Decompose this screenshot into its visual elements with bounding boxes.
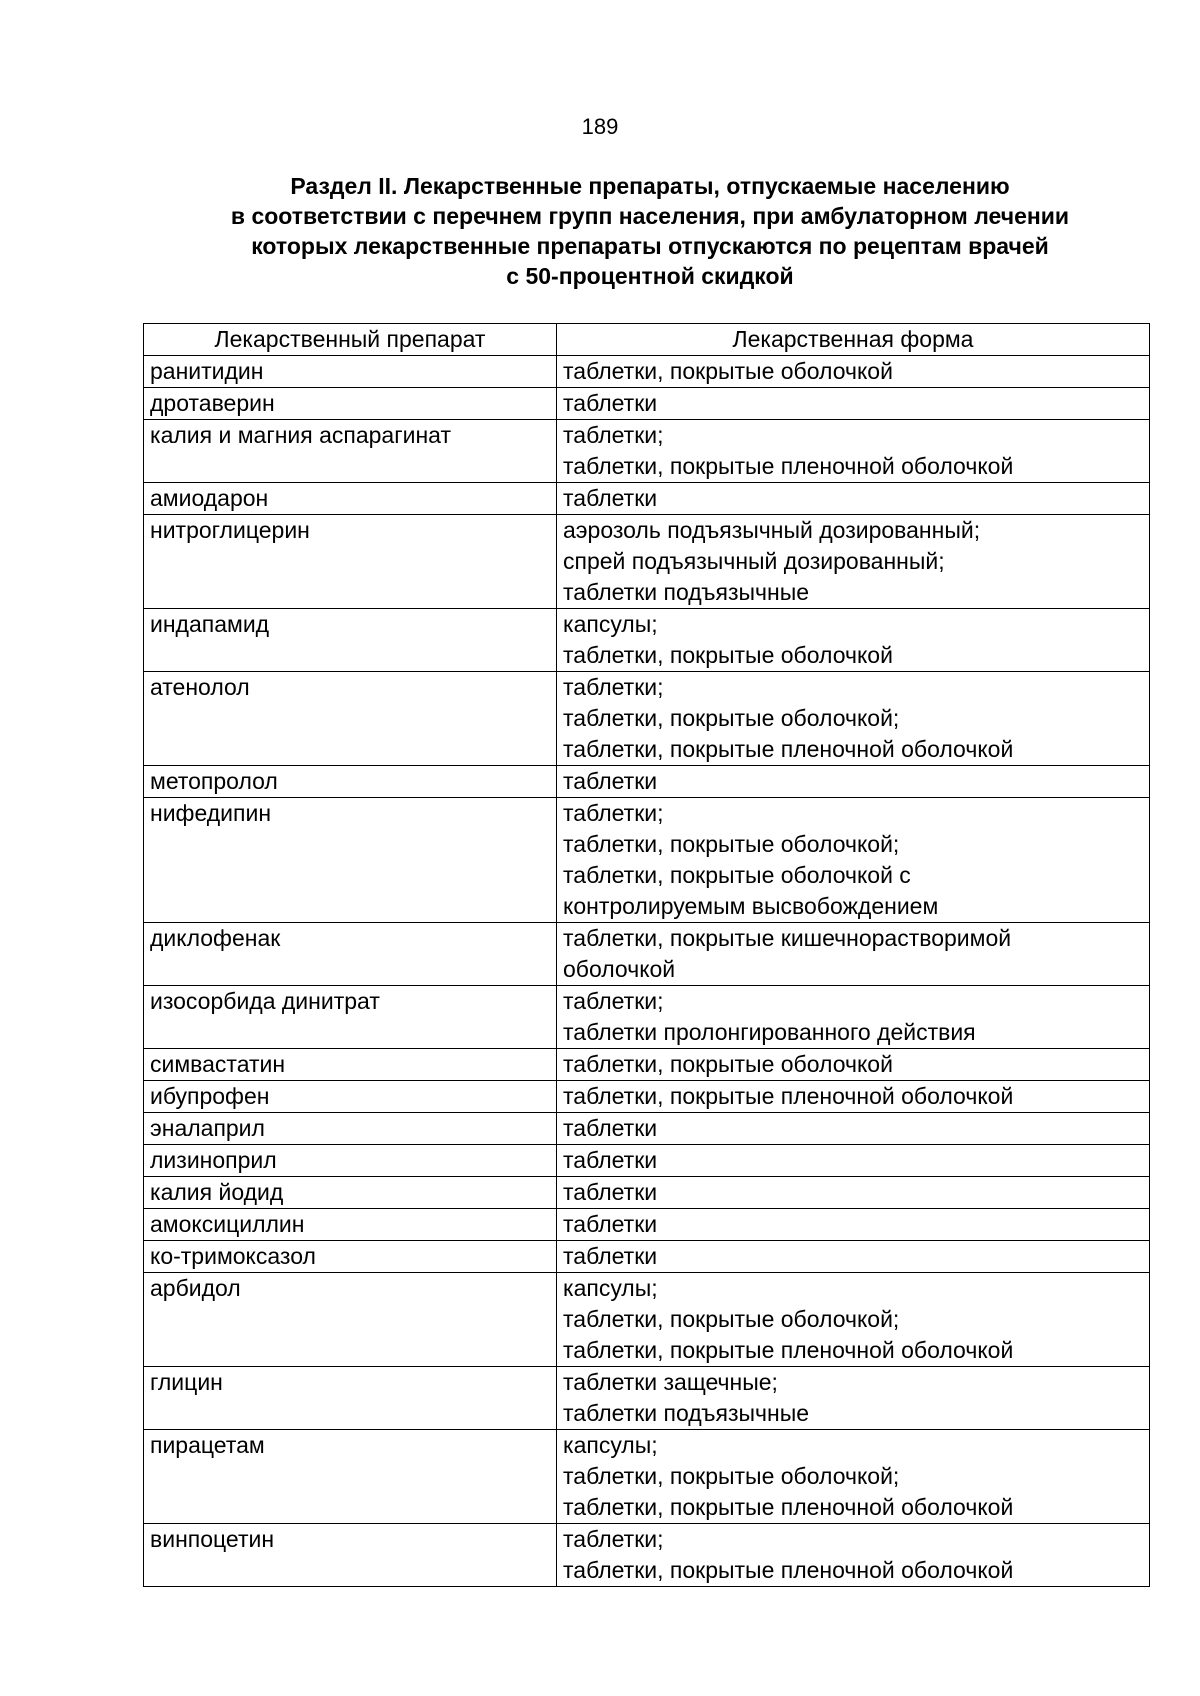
drug-cell: амоксициллин: [144, 1209, 557, 1241]
form-cell: таблетки: [557, 1209, 1150, 1241]
table-row: [144, 672, 1150, 766]
drug-cell: лизиноприл: [144, 1145, 557, 1177]
form-cell: таблетки: [557, 1113, 1150, 1145]
section-title-line: в соответствии с перечнем групп населения, при амбулаторном лечении: [230, 203, 1070, 229]
section-title-line: которых лекарственные препараты отпускаются по рецептам врачей: [251, 233, 1049, 259]
table-row: [144, 515, 1150, 609]
form-cell: таблетки, покрытые оболочкой: [557, 356, 1150, 388]
drug-cell: винпоцетин: [144, 1524, 557, 1587]
header-form: Лекарственная форма: [557, 324, 1150, 356]
table-header-row: [144, 324, 1150, 356]
table-row: [144, 1273, 1150, 1367]
table-row: [144, 798, 1150, 923]
drug-cell: ибупрофен: [144, 1081, 557, 1113]
drug-cell: симвастатин: [144, 1049, 557, 1081]
form-cell: таблетки; таблетки, покрытые пленочной оболочкой: [557, 1524, 1150, 1587]
table-row: [144, 1430, 1150, 1524]
table-row: [144, 766, 1150, 798]
form-cell: капсулы; таблетки, покрытые оболочкой; таблетки, покрытые пленочной оболочкой: [557, 1430, 1150, 1524]
form-cell: таблетки, покрытые кишечнорастворимой оболочкой: [557, 923, 1150, 986]
drug-cell: пирацетам: [144, 1430, 557, 1524]
drug-cell: калия и магния аспарагинат: [144, 420, 557, 483]
form-cell: таблетки: [557, 388, 1150, 420]
drug-cell: атенолол: [144, 672, 557, 766]
form-cell: капсулы; таблетки, покрытые оболочкой; таблетки, покрытые пленочной оболочкой: [557, 1273, 1150, 1367]
drug-cell: нифедипин: [144, 798, 557, 923]
drug-table: [143, 323, 1150, 1587]
table-row: [144, 1241, 1150, 1273]
form-cell: таблетки: [557, 1177, 1150, 1209]
form-cell: таблетки; таблетки, покрытые оболочкой; таблетки, покрытые пленочной оболочкой: [557, 672, 1150, 766]
form-cell: таблетки; таблетки, покрытые пленочной оболочкой: [557, 420, 1150, 483]
table-row: [144, 483, 1150, 515]
section-title-line: с 50-процентной скидкой: [506, 263, 794, 289]
table-row: [144, 1113, 1150, 1145]
table-row: [144, 986, 1150, 1049]
drug-cell: калия йодид: [144, 1177, 557, 1209]
drug-cell: индапамид: [144, 609, 557, 672]
form-cell: таблетки; таблетки, покрытые оболочкой; таблетки, покрытые оболочкой с контролируемым высвобождением: [557, 798, 1150, 923]
form-cell: таблетки защечные; таблетки подъязычные: [557, 1367, 1150, 1430]
drug-cell: эналаприл: [144, 1113, 557, 1145]
form-cell: таблетки: [557, 766, 1150, 798]
drug-cell: арбидол: [144, 1273, 557, 1367]
drug-cell: амиодарон: [144, 483, 557, 515]
page-number: 189: [581, 114, 619, 139]
table-row: [144, 1081, 1150, 1113]
table-row: [144, 609, 1150, 672]
drug-cell: метопролол: [144, 766, 557, 798]
form-cell: таблетки; таблетки пролонгированного действия: [557, 986, 1150, 1049]
table-row: [144, 1145, 1150, 1177]
drug-cell: дротаверин: [144, 388, 557, 420]
table-row: [144, 356, 1150, 388]
form-cell: таблетки, покрытые пленочной оболочкой: [557, 1081, 1150, 1113]
table-row: [144, 1177, 1150, 1209]
form-cell: таблетки, покрытые оболочкой: [557, 1049, 1150, 1081]
header-drug: Лекарственный препарат: [144, 324, 557, 356]
section-title: [140, 171, 1160, 291]
form-cell: капсулы; таблетки, покрытые оболочкой: [557, 609, 1150, 672]
form-cell: таблетки: [557, 483, 1150, 515]
drug-cell: нитроглицерин: [144, 515, 557, 609]
drug-cell: изосорбида динитрат: [144, 986, 557, 1049]
table-row: [144, 388, 1150, 420]
drug-cell: глицин: [144, 1367, 557, 1430]
drug-cell: ко-тримоксазол: [144, 1241, 557, 1273]
form-cell: аэрозоль подъязычный дозированный; спрей подъязычный дозированный; таблетки подъязычные: [557, 515, 1150, 609]
table-row: [144, 1209, 1150, 1241]
form-cell: таблетки: [557, 1241, 1150, 1273]
drug-cell: ранитидин: [144, 356, 557, 388]
table-row: [144, 1049, 1150, 1081]
table-row: [144, 1367, 1150, 1430]
drug-cell: диклофенак: [144, 923, 557, 986]
table-row: [144, 1524, 1150, 1587]
table-row: [144, 420, 1150, 483]
section-title-line: Раздел II. Лекарственные препараты, отпускаемые населению: [290, 173, 1010, 199]
table-row: [144, 923, 1150, 986]
form-cell: таблетки: [557, 1145, 1150, 1177]
